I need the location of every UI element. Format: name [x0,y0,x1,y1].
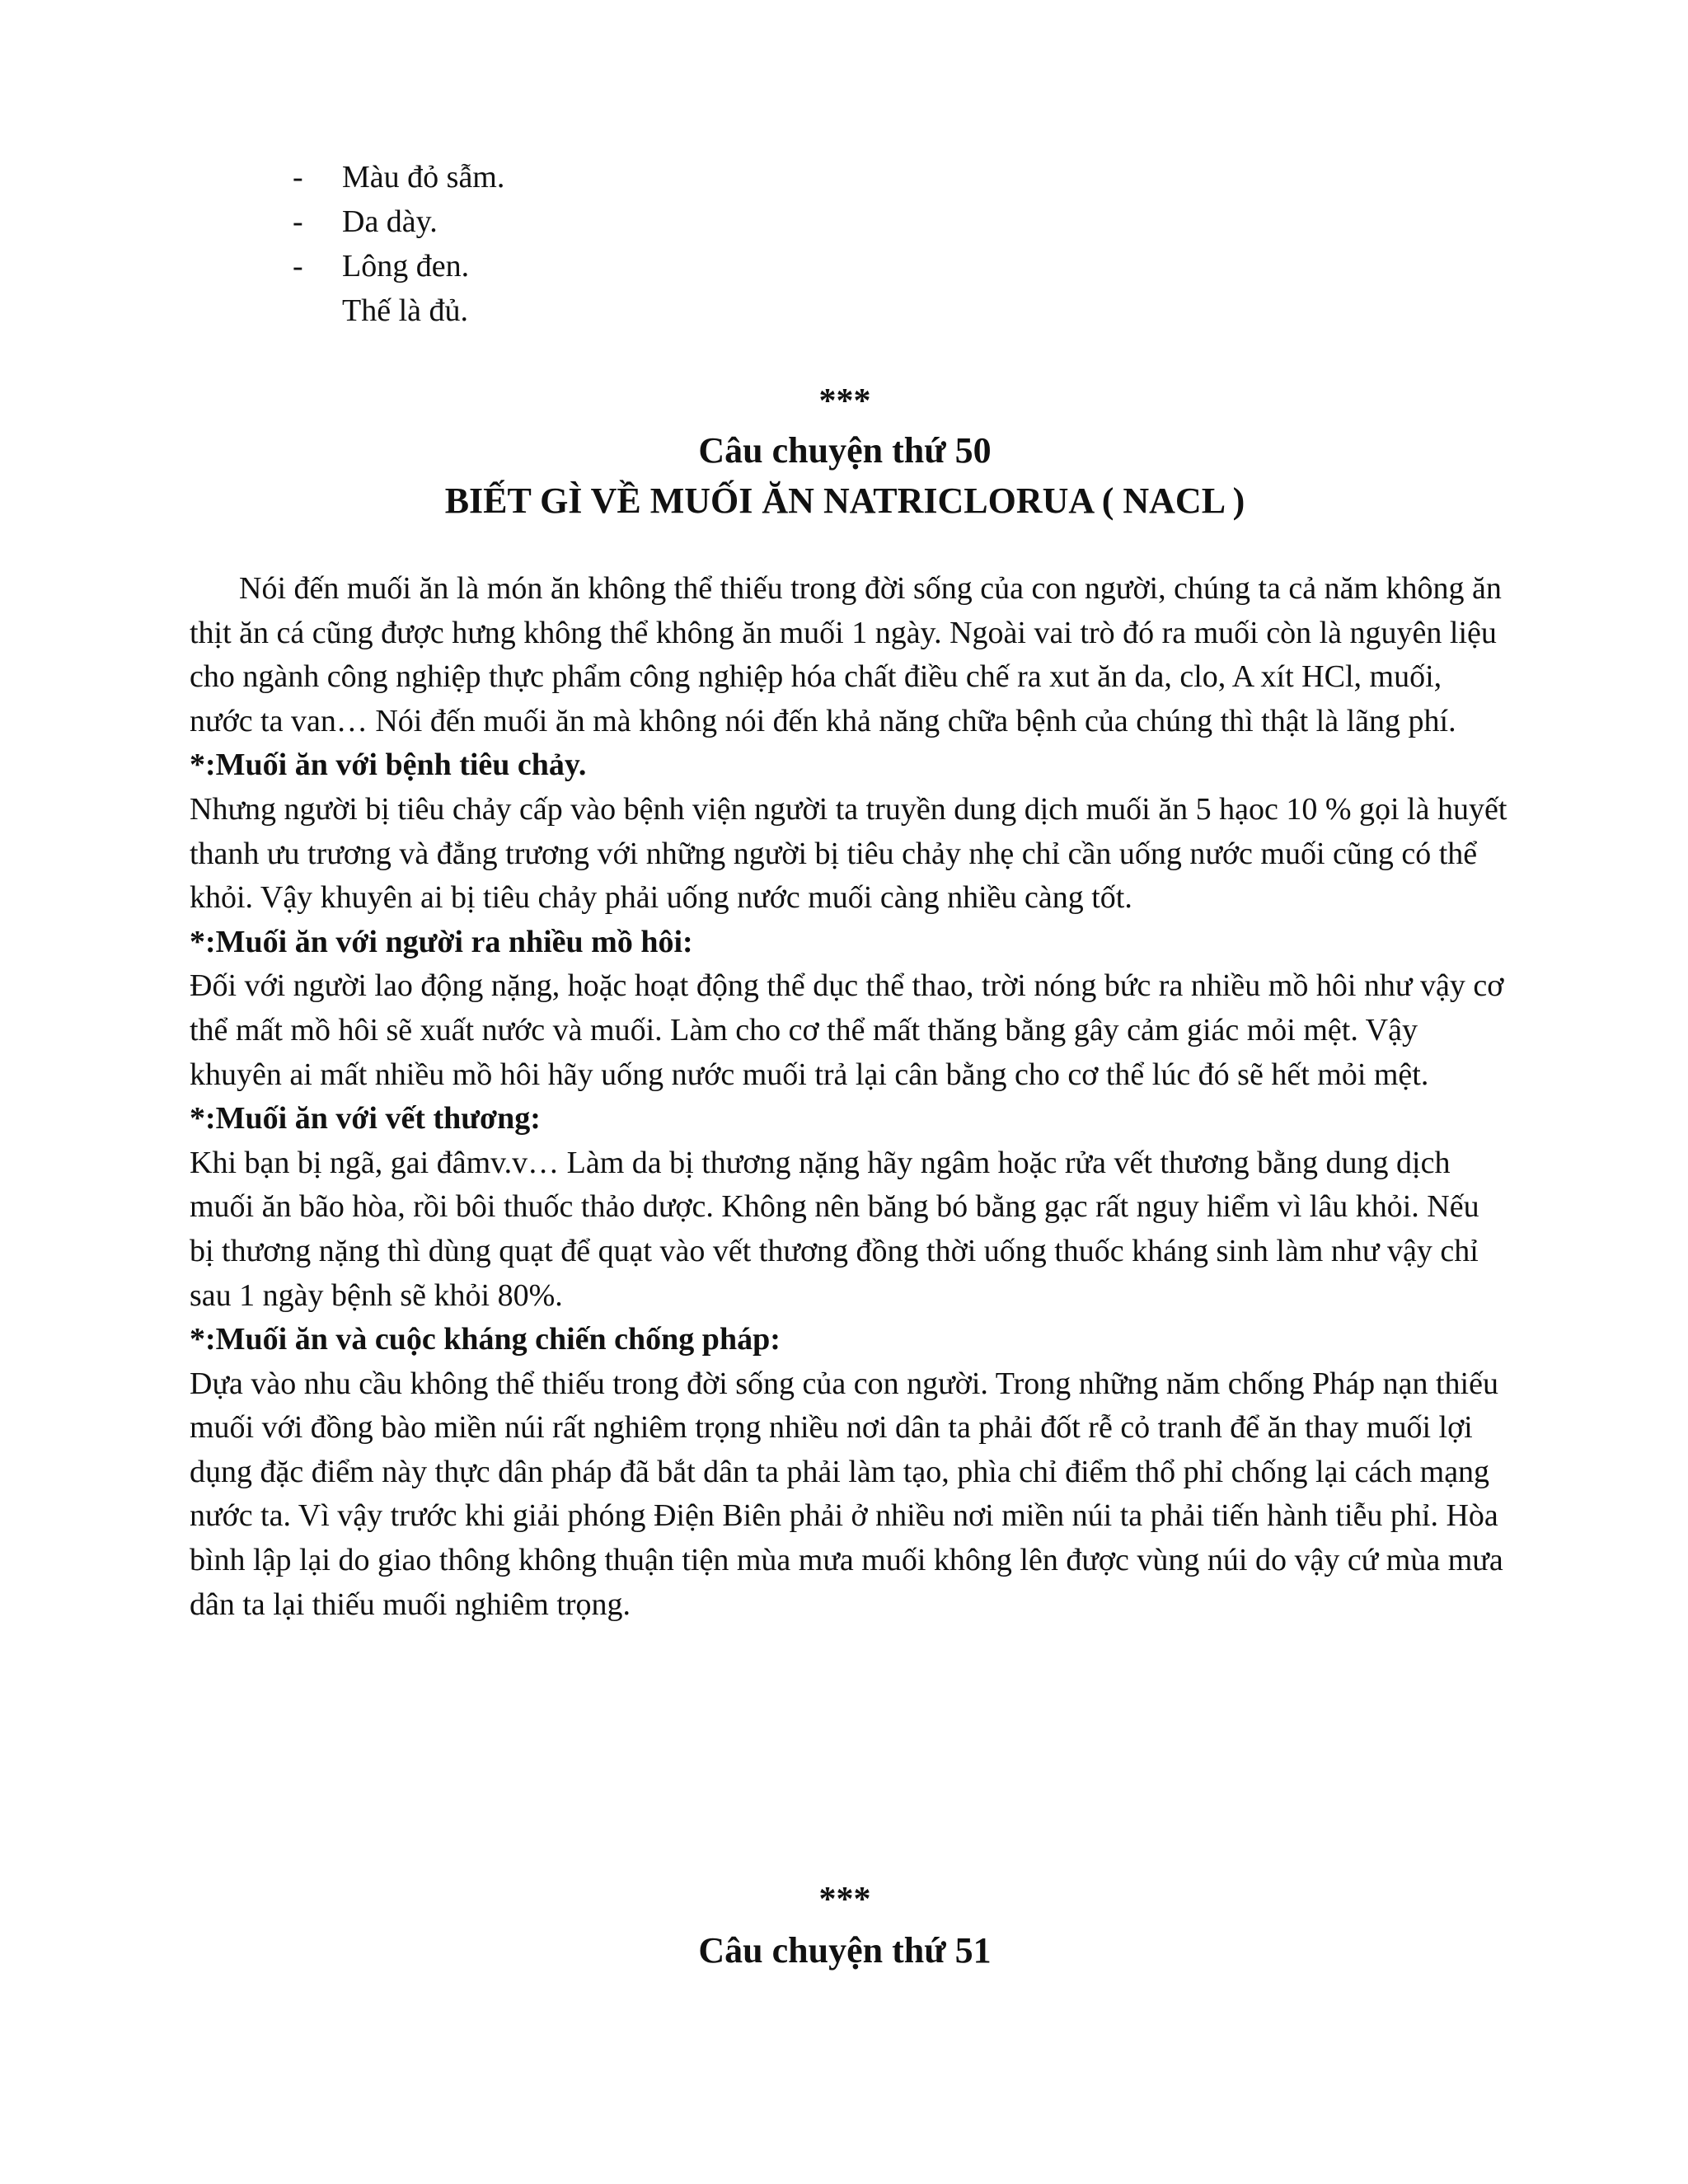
story-title: Câu chuyện thứ 50 [698,430,992,471]
story-subtitle: BIẾT GÌ VỀ MUỐI ĂN NATRICLORUA ( NACL ) [444,480,1245,521]
section-separator: *** [818,382,871,420]
list-item [293,155,1282,199]
section-paragraph: Khi bạn bị ngã, gai đâmv.v… Làm da bị thương nặng hãy ngâm hoặc rửa vết thương bằng dung dịch muối ăn bão hòa, rồi bôi thuốc thảo dược. Không nên băng bó bằng gạc rất nguy hiểm vì lâu khỏi. Nếu bị thương nặng thì dùng quạt để quạt vào vết thương đồng thời uống thuốc kháng sinh làm như vậy chỉ sau 1 ngày bệnh sẽ khỏi 80%. [190,1145,1479,1313]
section-heading: *:Muối ăn với vết thương: [190,1101,541,1137]
list-bullet: - [293,249,303,284]
list-bullet: - [293,204,303,239]
section-separator: *** [818,1881,871,1919]
section-paragraph: Đối với người lao động nặng, hoặc hoạt động thể dục thể thao, trời nóng bức ra nhiều mồ hôi như vậy cơ thể mất mồ hôi sẽ xuất nước và muối. Làm cho cơ thể mất thăng bằng gây cảm giác mỏi mệt. Vậy khuyên ai mất nhiều mồ hôi hãy uống nước muối trả lại cân bằng cho cơ thể lúc đó sẽ hết mỏi mệt. [190,968,1504,1092]
section-heading: *:Muối ăn và cuộc kháng chiến chống pháp: [190,1322,781,1357]
story-body [190,567,1508,1627]
section-heading: *:Muối ăn với người ra nhiều mồ hôi: [190,924,693,959]
list-item [293,288,1282,333]
story-title: Câu chuyện thứ 51 [698,1930,992,1971]
section-heading: *:Muối ăn với bệnh tiêu chảy. [190,748,587,783]
bullet-list [293,155,1282,333]
list-item-text: Da dày. [342,204,438,239]
section-paragraph: Nhưng người bị tiêu chảy cấp vào bệnh viện người ta truyền dung dịch muối ăn 5 hạoc 10 % gọi là huyết thanh ưu trương và đẳng trương với những người bị tiêu chảy nhẹ chỉ cần uống nước muối cũng có thể khỏi. Vậy khuyên ai bị tiêu chảy phải uống nước muối càng nhiều càng tốt. [190,791,1507,916]
intro-paragraph: Nói đến muối ăn là món ăn không thể thiếu trong đời sống của con người, chúng ta cả năm không ăn thịt ăn cá cũng được hưng không thể không ăn muối 1 ngày. Ngoài vai trò đó ra muối còn là nguyên liệu cho ngành công nghiệp thực phẩm công nghiệp hóa chất điều chế ra xut ăn da, clo, A xít HCl, muối, nước ta van… Nói đến muối ăn mà không nói đến khả năng chữa bệnh của chúng thì thật là lãng phí. [190,571,1502,738]
list-item [293,199,1282,244]
list-item-text: Thế là đủ. [342,293,469,328]
section-paragraph: Dựa vào nhu cầu không thể thiếu trong đời sống của con người. Trong những năm chống Pháp nạn thiếu muối với đồng bào miền núi rất nghiêm trọng nhiều nơi dân ta phải đốt rễ cỏ tranh để ăn thay muối lợi dụng đặc điểm này thực dân pháp đã bắt dân ta phải làm tạo, phìa chỉ điểm thổ phỉ chống lại cách mạng nước ta. Vì vậy trước khi giải phóng Điện Biên phải ở nhiều nơi miền núi ta phải tiến hành tiễu phỉ. Hòa bình lập lại do giao thông không thuận tiện mùa mưa muối không lên được vùng núi do vậy cứ mùa mưa dân ta lại thiếu muối nghiêm trọng. [190,1366,1503,1622]
list-bullet: - [293,160,303,194]
list-item-text: Lông đen. [342,249,470,284]
list-item-text: Màu đỏ sẫm. [342,160,505,194]
list-item [293,244,1282,288]
